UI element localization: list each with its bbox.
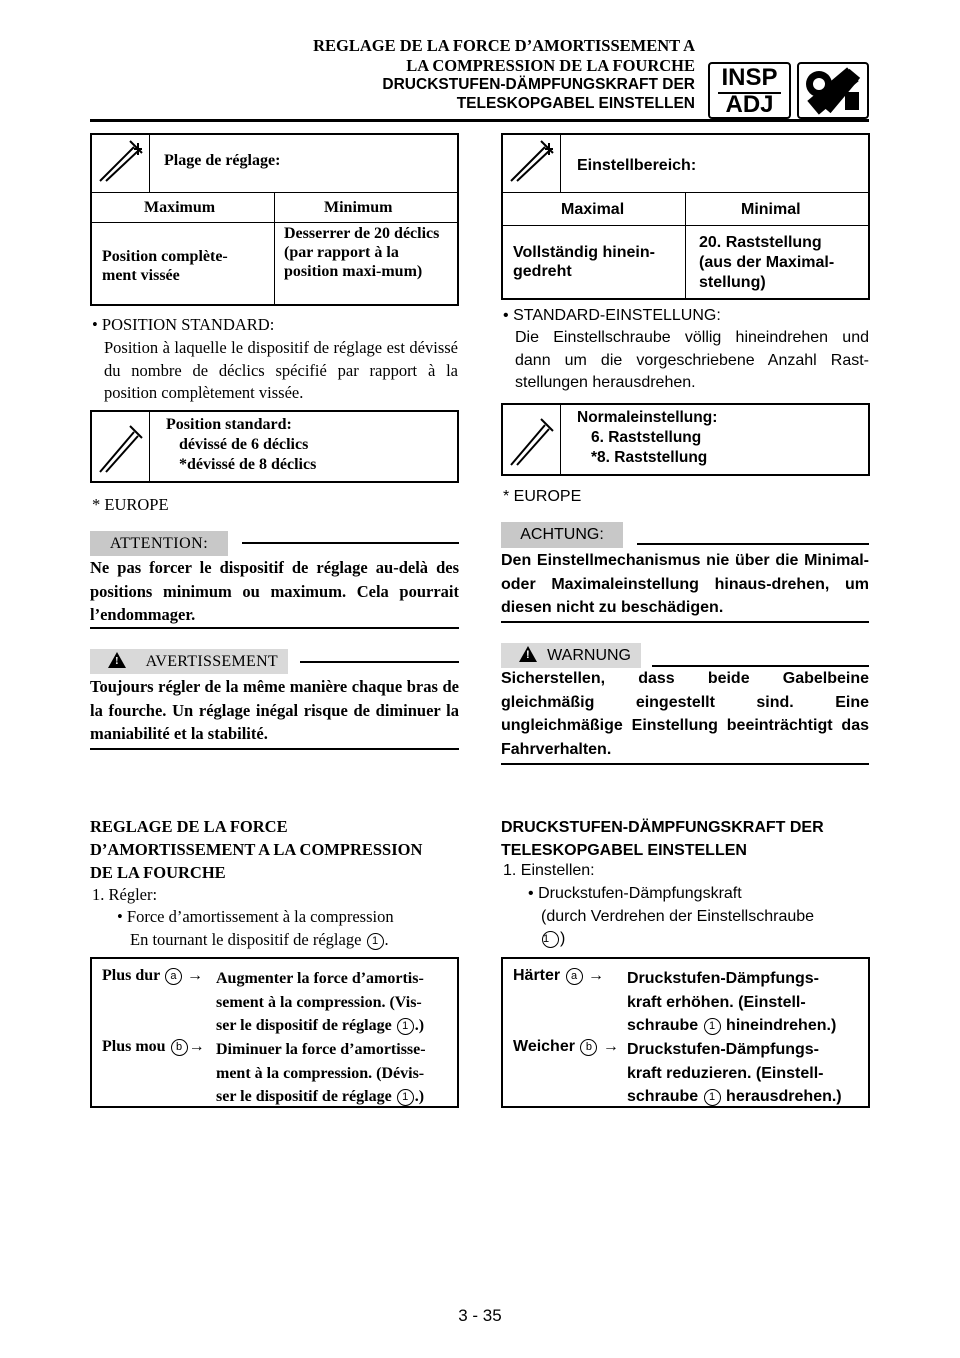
divider <box>501 621 869 623</box>
fr-std-title: Position standard: <box>166 416 292 433</box>
ref-1-icon: 1 <box>704 1089 721 1106</box>
de-step-text: (durch Verdrehen der Einstellschraube 1 ) <box>541 908 815 947</box>
de-europe-note: * EUROPE <box>503 488 582 505</box>
de-harder-text <box>627 967 836 1038</box>
divider <box>90 627 459 629</box>
arrow-icon: → <box>188 1038 205 1055</box>
badge-adj: ADJ <box>725 91 774 118</box>
de-step: 1. Einstellen: <box>503 862 595 879</box>
fr-section-title-line3: DE LA FOURCHE <box>90 863 226 882</box>
de-col-max: Maximal <box>561 201 625 218</box>
wrench-icon <box>797 62 869 119</box>
de-section-title-line2: TELESKOPGABEL EINSTELLEN <box>501 842 747 859</box>
de-std-line2: *8. Raststellung <box>591 449 708 466</box>
fr-softer-line1: Diminuer la force d’amortisse- <box>216 1041 426 1058</box>
fr-warning-text: Toujours régler de la même manière chaque bras de la fourche. Un réglage inégal risque de diminuer la maniabilité et la stabilité. <box>90 677 459 743</box>
fr-harder-line1: Augmenter la force d’amortis- <box>216 970 424 987</box>
fr-standard-bullet <box>92 314 274 336</box>
de-std-line1: 6. Raststellung <box>591 429 702 446</box>
fr-section-title <box>90 815 422 884</box>
de-harder-label <box>513 967 604 985</box>
fr-harder-label <box>102 967 203 985</box>
fr-warning-label-text: AVERTISSEMENT <box>145 652 278 670</box>
fr-softer-line3: ser le dispositif de réglage 1 .) <box>216 1088 425 1105</box>
divider <box>637 543 869 545</box>
fr-std-line2: *dévissé de 8 déclics <box>179 456 317 473</box>
fr-harder-line2: sement à la compression. (Vis- <box>216 993 422 1011</box>
fr-step-text: En tournant le dispositif de réglage 1 . <box>130 930 389 949</box>
de-col-min: Minimal <box>741 201 801 218</box>
badge-insp: INSP <box>721 64 778 91</box>
fr-harder-text <box>216 967 424 1038</box>
fr-softer-text <box>216 1038 426 1109</box>
de-step-bullet-text: Druckstufen-Dämpfungskraft <box>538 885 742 902</box>
bullet: • <box>528 885 534 902</box>
divider <box>242 542 459 544</box>
de-warning-label <box>501 643 641 668</box>
de-standard-text: Die Einstellschraube völlig hineindrehen und dann um die vorgeschriebene Anzahl Rast-stellungen herausdrehen. <box>515 329 869 391</box>
divider <box>149 135 150 192</box>
fr-range-box <box>90 133 459 306</box>
divider <box>503 225 868 226</box>
bullet: • <box>503 307 509 324</box>
de-harder-line3 <box>627 1014 836 1038</box>
de-range-title: Einstellbereich: <box>577 157 697 174</box>
fr-step: 1. Régler: <box>92 885 158 904</box>
divider <box>685 192 686 298</box>
fr-range-title: Plage de réglage: <box>164 152 281 169</box>
divider <box>501 763 869 765</box>
fr-softer-line2: ment à la compression. (Dévis- <box>216 1064 425 1082</box>
de-max-value: Vollständig hinein-gedreht <box>513 244 655 280</box>
insp-adj-badge <box>708 62 791 119</box>
de-step-bullet <box>528 883 742 905</box>
caliper-icon <box>92 135 150 192</box>
de-std-title: Normaleinstellung: <box>577 409 718 426</box>
de-harder-line3-text: schraube <box>627 1017 699 1034</box>
de-softer-label-text: Weicher <box>513 1038 575 1055</box>
fr-europe-note: * EUROPE <box>92 495 169 514</box>
de-softer-label <box>513 1038 619 1056</box>
fr-section-title-line2: D’AMORTISSEMENT A LA COMPRESSION <box>90 840 423 859</box>
de-softer-line2: kraft reduzieren. (Einstell- <box>627 1064 824 1082</box>
fr-step-text-body: En tournant le dispositif de réglage <box>130 930 362 949</box>
arrow-icon: → <box>602 1038 619 1055</box>
fr-standard-bullet-text: POSITION STANDARD: <box>101 315 275 334</box>
fr-result-box <box>90 957 459 1108</box>
fr-col-min: Minimum <box>324 199 393 216</box>
de-section-title-line1: DRUCKSTUFEN-DÄMPFUNGSKRAFT DER <box>501 819 824 836</box>
de-attention-label: ACHTUNG: <box>501 522 623 548</box>
header-rule <box>90 119 869 122</box>
header-title-fr-2: LA COMPRESSION DE LA FOURCHE <box>406 56 695 75</box>
de-standard-box <box>501 403 870 476</box>
de-harder-line1: Druckstufen-Dämpfungs- <box>627 970 820 987</box>
de-attention-text: Den Einstellmechanismus nie über die Minimal- oder Maximaleinstellung hinaus-drehen, um diesen nicht zu beschädigen. <box>501 552 869 616</box>
ref-a-icon: a <box>566 968 583 985</box>
fr-max-value: Position complète-ment vissée <box>102 248 228 284</box>
header-title-fr-1: REGLAGE DE LA FORCE D’AMORTISSEMENT A <box>313 36 695 55</box>
de-standard-bullet <box>503 305 721 327</box>
warning-mark: ! <box>526 649 530 661</box>
fr-std-line1: dévissé de 6 déclics <box>179 436 309 453</box>
header-title-de-2: TELESKOPGABEL EINSTELLEN <box>456 95 695 112</box>
fr-softer-line3-text: ser le dispositif de réglage <box>216 1088 392 1105</box>
ref-1-icon: 1 <box>704 1018 721 1035</box>
divider <box>90 748 459 750</box>
arrow-icon: → <box>186 967 203 984</box>
arrow-icon: → <box>588 967 605 984</box>
de-softer-line3-end: herausdrehen.) <box>726 1088 842 1105</box>
de-range-box <box>501 133 870 300</box>
de-harder-label-text: Härter <box>513 967 561 984</box>
ref-a-icon: a <box>165 968 182 985</box>
fr-attention-text: Ne pas forcer le dispositif de réglage au-delà des positions minimum ou maximum. Cela pourrait l’endommager. <box>90 558 459 624</box>
de-softer-text <box>627 1038 842 1109</box>
fr-harder-line3-text: ser le dispositif de réglage <box>216 1017 392 1034</box>
de-harder-line3-end: hineindrehen.) <box>726 1017 837 1034</box>
de-section-title <box>501 816 824 862</box>
fr-harder-label-text: Plus dur <box>102 967 160 984</box>
ref-1-icon: 1 <box>397 1018 414 1035</box>
fr-section-title-line1: REGLAGE DE LA FORCE <box>90 817 288 836</box>
ref-b-icon: b <box>580 1039 597 1056</box>
fr-step-bullet <box>117 906 394 928</box>
divider <box>92 222 457 223</box>
de-softer-line3 <box>627 1085 842 1109</box>
de-softer-line1: Druckstufen-Dämpfungs- <box>627 1041 820 1058</box>
ref-1-icon: 1 <box>542 931 559 948</box>
de-min-value: 20. Raststellung (aus der Maximal-stellung) <box>699 234 835 291</box>
fr-warning-label <box>90 649 288 674</box>
fr-standard-text: Position à laquelle le dispositif de réglage est dévissé du nombre de déclics spécifié par rapport à la position complètement vissée. <box>104 338 458 402</box>
caliper-icon <box>503 135 561 192</box>
de-warning-text: Sicherstellen, dass beide Gabelbeine gleichmäßig eingestellt sind. Eine ungleichmäßige Einstellung beeinträchtigt das Fahrverhalten. <box>501 670 869 758</box>
fr-softer-label <box>102 1038 205 1056</box>
divider <box>300 661 459 663</box>
de-step-text-body: (durch Verdrehen der Einstellschraube <box>541 908 815 925</box>
caliper-icon <box>503 405 561 474</box>
de-standard-bullet-text: STANDARD-EINSTELLUNG: <box>513 307 721 324</box>
divider <box>274 192 275 304</box>
bullet: • <box>92 315 98 334</box>
fr-standard-box <box>90 410 459 483</box>
bullet: • <box>117 907 123 926</box>
ref-b-icon: b <box>171 1039 188 1056</box>
page-number: 3 - 35 <box>458 1306 502 1325</box>
fr-col-max: Maximum <box>144 199 216 216</box>
warning-mark: ! <box>115 655 119 667</box>
de-softer-line3-text: schraube <box>627 1088 699 1105</box>
fr-min-value: Desserrer de 20 déclics (par rapport à la position maxi-mum) <box>284 225 440 280</box>
ref-1-icon: 1 <box>397 1089 414 1106</box>
fr-harder-line3: ser le dispositif de réglage 1 .) <box>216 1017 425 1034</box>
fr-softer-label-text: Plus mou <box>102 1038 166 1055</box>
caliper-icon <box>92 412 150 481</box>
fr-attention-label: ATTENTION: <box>90 531 228 556</box>
de-warning-label-text: WARNUNG <box>547 646 631 664</box>
fr-step-bullet-text: Force d’amortissement à la compression <box>126 907 394 926</box>
header-title-de-1: DRUCKSTUFEN-DÄMPFUNGSKRAFT DER <box>382 76 695 93</box>
de-result-box <box>501 957 870 1108</box>
de-harder-line2: kraft erhöhen. (Einstell- <box>627 993 806 1011</box>
ref-1-icon: 1 <box>367 933 384 950</box>
